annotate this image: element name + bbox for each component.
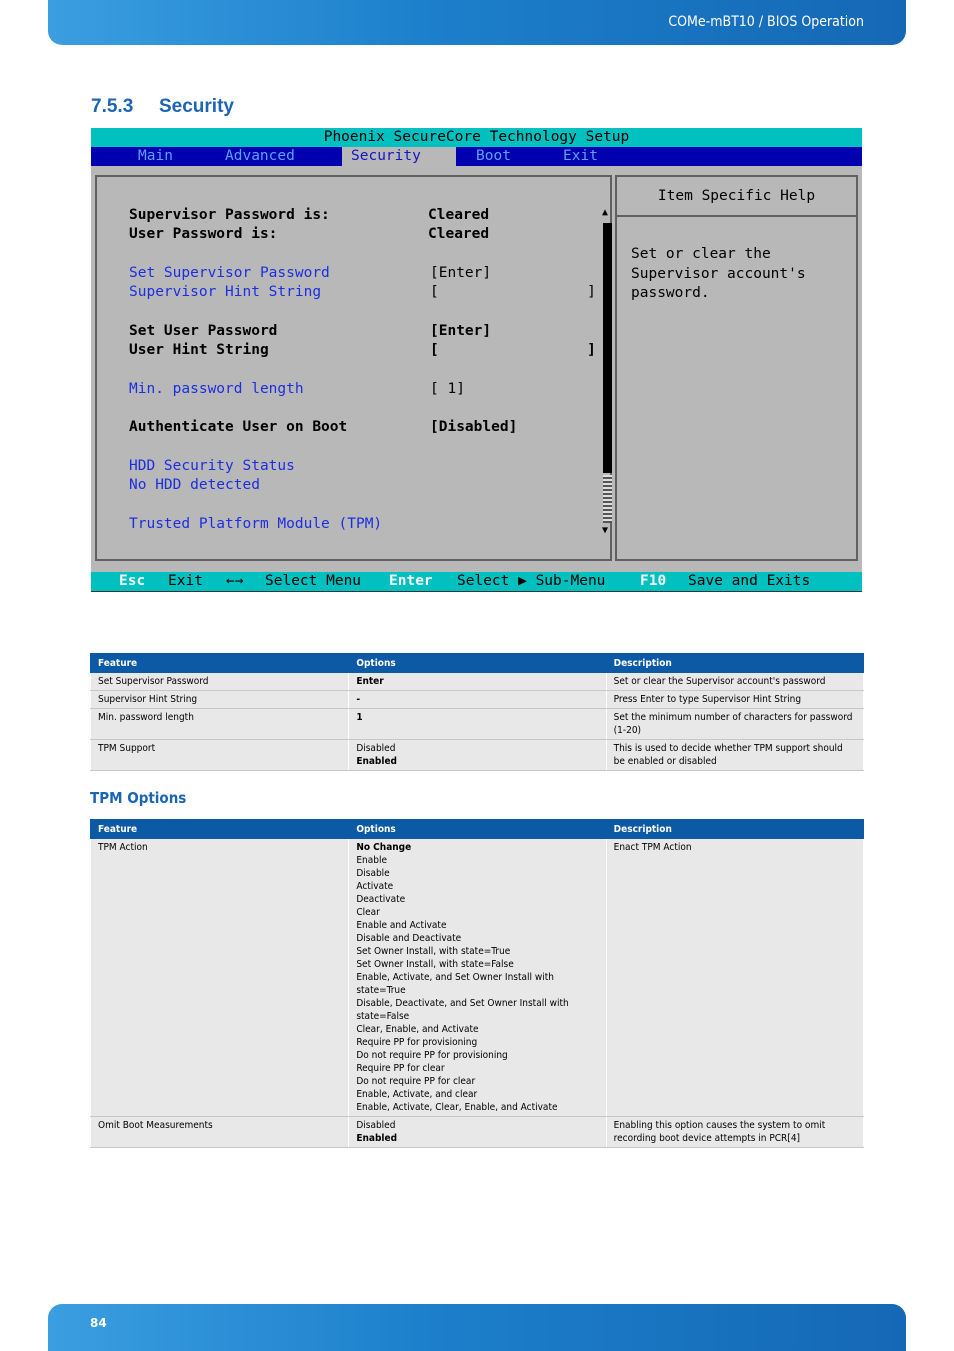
bios-menu-exit[interactable]: Exit (563, 148, 598, 164)
option-value: Clear (356, 907, 380, 918)
options-cell (349, 839, 606, 1117)
section-number: 7.5.3 (91, 96, 134, 117)
bios-settings-panel (95, 175, 612, 561)
option-value: Disable (356, 868, 390, 879)
description-cell: Press Enter to type Supervisor Hint String (606, 691, 863, 709)
section-heading (91, 96, 234, 118)
option-value: Set Owner Install, with state=True (356, 946, 511, 957)
status-key-esc: Esc (119, 573, 146, 589)
option-value: Disable, Deactivate, and Set Owner Install with state=False (356, 998, 569, 1022)
options-cell (349, 1117, 606, 1148)
bios-title: Phoenix SecureCore Technology Setup (91, 128, 862, 147)
header-bar (48, 0, 906, 45)
column-header-options: Options (349, 654, 606, 673)
bios-row-value: Cleared (428, 226, 490, 242)
table-row (91, 673, 864, 691)
divider (91, 591, 862, 592)
column-header-feature: Feature (91, 654, 349, 673)
bios-row-label: No HDD detected (129, 477, 260, 493)
feature-cell: TPM Support (91, 740, 349, 771)
bios-row-label[interactable]: Supervisor Hint String (129, 284, 322, 300)
option-value: No Change (356, 842, 412, 853)
table-header-row (91, 654, 864, 673)
option-value: Disabled (356, 1120, 396, 1131)
status-desc-select-menu: Select Menu (265, 573, 362, 589)
help-title: Item Specific Help (617, 177, 856, 217)
column-header-description: Description (606, 654, 863, 673)
description-cell: This is used to decide whether TPM support should be enabled or disabled (606, 740, 863, 771)
option-value: Require PP for provisioning (356, 1037, 478, 1048)
bios-scrollbar[interactable] (602, 207, 612, 537)
bios-status-bar (91, 572, 862, 591)
bios-row-label: Supervisor Password is: (129, 207, 330, 223)
table-row (91, 691, 864, 709)
table-row (91, 1117, 864, 1148)
description-cell: Set the minimum number of characters for password (1-20) (606, 709, 863, 740)
help-text: Set or clear the Supervisor account's password. (631, 246, 806, 301)
bios-help-panel (615, 175, 858, 561)
bios-menu-security[interactable]: Security (342, 147, 456, 166)
bios-menu-boot[interactable]: Boot (476, 148, 511, 164)
scroll-thumb[interactable] (603, 223, 612, 473)
option-value: Do not require PP for clear (356, 1076, 476, 1087)
option-value: Clear, Enable, and Activate (356, 1024, 479, 1035)
bios-row-label[interactable]: User Hint String (129, 342, 269, 358)
description-cell: Enact TPM Action (606, 839, 863, 1117)
feature-cell: Min. password length (91, 709, 349, 740)
option-value: Enable, Activate, and clear (356, 1089, 478, 1100)
bios-menu-bar (91, 147, 862, 166)
option-value: Enable, Activate, Clear, Enable, and Activate (356, 1102, 558, 1113)
bios-row-label[interactable]: Set User Password (129, 323, 278, 339)
options-cell (349, 673, 606, 691)
scroll-up-arrow-icon[interactable]: ▲ (602, 207, 609, 218)
option-value: Enable and Activate (356, 920, 447, 931)
footer-bar (48, 1304, 906, 1351)
feature-cell: TPM Action (91, 839, 349, 1117)
bios-menu-main[interactable]: Main (138, 148, 173, 164)
bios-row-value[interactable]: [Enter] (430, 323, 492, 339)
status-key-enter: Enter (389, 573, 433, 589)
bios-menu-advanced[interactable]: Advanced (225, 148, 295, 164)
option-value: Enabled (356, 1133, 398, 1144)
bios-row-label: User Password is: (129, 226, 278, 242)
scroll-track[interactable] (603, 475, 612, 523)
option-value: Do not require PP for provisioning (356, 1050, 508, 1061)
bios-row-value[interactable]: [ ] (430, 342, 596, 358)
option-value: Deactivate (356, 894, 406, 905)
options-cell (349, 740, 606, 771)
section-title: Security (159, 96, 234, 117)
status-desc-sub-menu: Select ▶ Sub-Menu (457, 573, 606, 589)
option-value: 1 (356, 712, 363, 723)
bios-row-label[interactable]: Min. password length (129, 381, 304, 397)
security-options-table (90, 653, 864, 771)
status-key-f10: F10 (640, 573, 667, 589)
option-value: Activate (356, 881, 394, 892)
bios-row-value[interactable]: [Enter] (430, 265, 492, 281)
description-cell: Set or clear the Supervisor account's password (606, 673, 863, 691)
status-desc-exit: Exit (168, 573, 203, 589)
options-cell (349, 691, 606, 709)
option-value: Require PP for clear (356, 1063, 445, 1074)
bios-row-label[interactable]: Trusted Platform Module (TPM) (129, 516, 383, 532)
arrows-icon: ←→ (226, 573, 244, 589)
bios-row-label[interactable]: Set Supervisor Password (129, 265, 330, 281)
feature-cell: Supervisor Hint String (91, 691, 349, 709)
column-header-options: Options (349, 820, 606, 839)
option-value: Enabled (356, 756, 398, 767)
option-value: Enable (356, 855, 387, 866)
scroll-down-arrow-icon[interactable]: ▼ (602, 525, 609, 536)
column-header-feature: Feature (91, 820, 349, 839)
tpm-options-table (90, 819, 864, 1148)
option-value: Enter (356, 676, 384, 687)
option-value: Disabled (356, 743, 396, 754)
table-row (91, 740, 864, 771)
tpm-options-heading: TPM Options (90, 789, 187, 807)
page-number: 84 (90, 1316, 107, 1330)
column-header-description: Description (606, 820, 863, 839)
document-title: COMe-mBT10 / BIOS Operation (668, 14, 864, 30)
bios-row-value: Cleared (428, 207, 490, 223)
table-header-row (91, 820, 864, 839)
option-value: - (356, 694, 361, 705)
status-desc-save: Save and Exits (688, 573, 811, 589)
bios-row-value[interactable]: [Disabled] (430, 419, 518, 435)
bios-row-label[interactable]: HDD Security Status (129, 458, 295, 474)
table-row (91, 709, 864, 740)
feature-cell: Omit Boot Measurements (91, 1117, 349, 1148)
bios-screenshot (91, 128, 862, 592)
table-row (91, 839, 864, 1117)
feature-cell: Set Supervisor Password (91, 673, 349, 691)
bios-row-value[interactable]: [ ] (430, 284, 596, 300)
bios-row-label[interactable]: Authenticate User on Boot (129, 419, 348, 435)
option-value: Enable, Activate, and Set Owner Install with state=True (356, 972, 554, 996)
option-value: Set Owner Install, with state=False (356, 959, 514, 970)
option-value: Disable and Deactivate (356, 933, 462, 944)
description-cell: Enabling this option causes the system to omit recording boot device attempts in PCR[4] (606, 1117, 863, 1148)
bios-row-value[interactable]: [ 1] (430, 381, 465, 397)
options-cell (349, 709, 606, 740)
